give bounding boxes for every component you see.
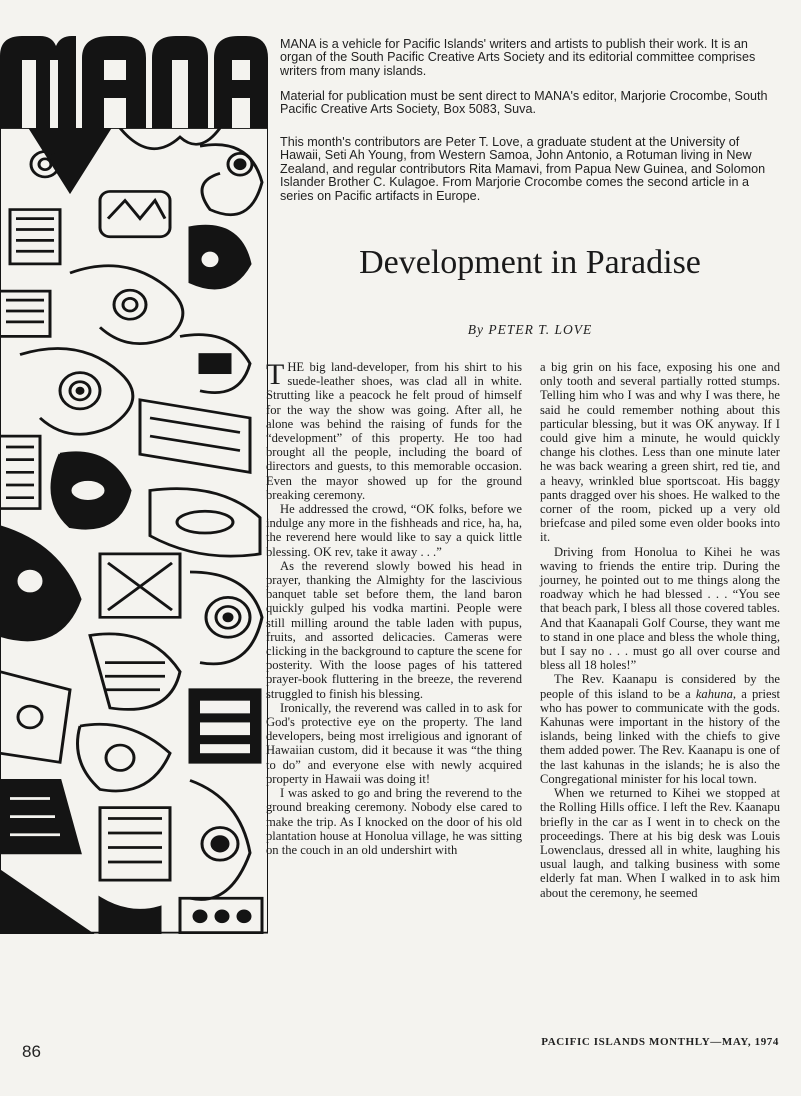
- intro-text-1: MANA is a vehicle for Pacific Islands' writers and artists to publish their work. It is an organ of the South Pacific Creative Arts Society and its editorial committee comprises writers from many islands.: [280, 37, 756, 78]
- paragraph: He addressed the crowd, “OK folks, before we indulge any more in the fishheads and rice, ha, ha, the reverend here would like to say a quick little blessing. OK rev, take it away . . .”: [266, 502, 522, 559]
- masthead-logo: [0, 36, 268, 128]
- paragraph-text: The Rev. Kaanapu is considered by the people of this island to be a: [540, 672, 780, 701]
- decorative-pattern-artwork: [0, 128, 268, 1016]
- intro-text-3: This month's contributors are Peter T. Love, a graduate student at the University of Hawaii, Seti Ah Young, from Western Samoa, John Antonio, a Rotuman living in New Zealand, and regular contributors Rita Mamavi, from Papua New Guinea, and Solomon Islander Brother C. Kulagoe. From Marjorie Crocombe comes the second article in a series on Pacific artifacts in Europe.: [280, 135, 766, 203]
- italic-term: kahuna: [695, 686, 733, 701]
- paragraph: As the reverend slowly bowed his head in prayer, thanking the Almighty for the lascivious banquet table set before them, the land baron quickly gulped his vodka martini. People were still milling around the table laden with pupus, fruits, and assorted delicacies. Cameras were clicking in the background to capture the scene for posterity. With the loose pages of his tattered prayer-book fluttering in the breeze, the reverend struggled to finish his blessing.: [266, 558, 522, 701]
- intro-text-2: Material for publication must be sent direct to MANA's editor, Marjorie Crocombe, South Pacific Creative Arts Society, Box 5083, Suva.: [280, 89, 768, 117]
- paragraph: Ironically, the reverend was called in to ask for God's protective eye on the property. The land developers, being most irreligious and ignorant of Hawaiian custom, did it because it was “the thing to do” and everyone else with newly acquired property in Hawaii was doing it!: [266, 700, 522, 786]
- article-byline: By PETER T. LOVE: [467, 322, 593, 337]
- intro-paragraph-submissions: [280, 90, 780, 117]
- page-number: 86: [22, 1042, 41, 1061]
- intro-paragraph-about: [280, 38, 780, 78]
- article-column-1: [266, 360, 522, 857]
- article-title: Development in Paradise: [359, 244, 701, 281]
- drop-cap: T: [266, 358, 285, 391]
- paragraph: [266, 360, 522, 502]
- paragraph-text: HE big land-developer, from his shirt to his suede-leather shoes, was clad all in white. Strutting like a peacock he felt proud of himself for the way the show was going. After all, he alone was behind the raising of funds for the “development” of this property. He too had brought all the people, including the board of directors and guests, to this memorable occasion. Even the mayor showed up for the ground breaking ceremony.: [266, 360, 522, 502]
- intro-paragraph-contributors: [280, 136, 780, 203]
- paragraph: I was asked to go and bring the reverend to the ground breaking ceremony. Nobody else cared to make the trip. As I knocked on the door of his old plantation house at Honolua village, he was sitting on the couch in an old undershirt with: [266, 786, 522, 857]
- publication-footer: PACIFIC ISLANDS MONTHLY—MAY, 1974: [541, 1036, 779, 1048]
- paragraph: a big grin on his face, exposing his one and only tooth and several partially rotted stumps. Telling him who I was and why I was there, he said he could remember nothing about this particular blessing, but it was OK anyway. If I could give him a minute, he would quickly change his clothes. Less than one minute later he was back wearing a green shirt, red tie, and a heavy, wrinkled blue sportscoat. His baggy pants dragged over his shoes. He walked to the corner of the room, picked up a very old briefcase and piled some even older books into it.: [540, 360, 780, 545]
- paragraph-text: , a priest who has power to communicate with the gods. Kahunas were important in the history of the islands, being linked with the chiefs to give them added power. The Rev. Kaanapu is one of the last kahunas in the islands; he is also the Congregational minister for his local town.: [540, 686, 780, 786]
- paragraph: Driving from Honolua to Kihei he was waving to friends the entire trip. During the journey, he pointed out to me things along the roadway which he had blessed . . . “You see that beach park, I bless all those covered tables. And that Kaanapali Golf Course, they want me to stand in one place and bless the whole thing, but I say no . . . must go all over course and bless all 18 holes!”: [540, 544, 780, 673]
- paragraph: When we returned to Kihei we stopped at the Rolling Hills office. I left the Rev. Kaanapu briefly in the car as I went in to check on the proceedings. There at his big desk was Louis Lowenclaus, dressed all in white, laughing his usual laugh, and talking business with some elderly fat man. When I walked in to ask him about the ceremony, he seemed: [540, 786, 780, 900]
- paragraph: [540, 672, 780, 786]
- article-column-2: [540, 360, 780, 900]
